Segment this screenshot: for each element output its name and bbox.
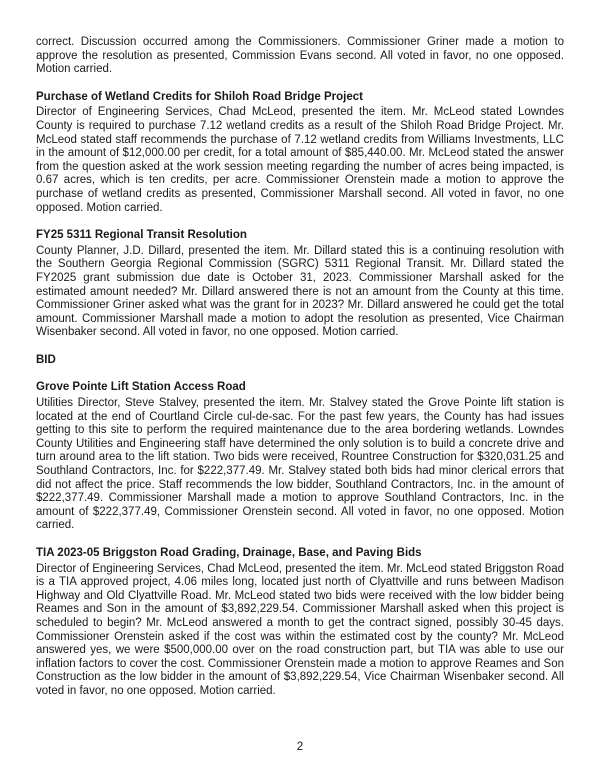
page-number: 2	[296, 741, 304, 754]
section-body-regional-transit: County Planner, J.D. Dillard, presented the item. Mr. Dillard stated this is a continuing resolution with the Southern Georgia Regional Commission (SGRC) 5311 Regional Transit. Mr. Dillard stated the FY2025 grant submission due date is October 31, 2023. Commissioner Marshall asked for the estimated amount needed? Mr. Dillard answered there is not an amount from the County at this time. Commissioner Griner asked what was the grant for in 2023? Mr. Dillard answered he could get the total amount. Commissioner Marshall made a motion to adopt the resolution as presented, Vice Chairman Wisenbaker second. All voted in favor, no one opposed. Motion carried.	[36, 244, 564, 339]
section-body-wetland-credits: Director of Engineering Services, Chad McLeod, presented the item. Mr. McLeod stated Lowndes County is required to purchase 7.12 wetland credits as a result of the Shiloh Road Bridge Project. Mr. McLeod stated staff recommends the purchase of 7.12 wetland credits from Williams Investments, LLC in the amount of $12,000.00 per credit, for a total amount of $85,440.00. Mr. McLeod stated the answer from the question asked at the work session meeting regarding the number of acres being impacted, is 0.67 acres, which is ten credits, per acre. Commissioner Orenstein made a motion to approve the purchase of wetland credits as presented, Commissioner Marshall second. All voted in favor, no one opposed. Motion carried.	[36, 106, 564, 214]
section-heading-regional-transit: FY25 5311 Regional Transit Resolution	[36, 229, 247, 242]
section-heading-wetland-credits: Purchase of Wetland Credits for Shiloh Road Bridge Project	[36, 90, 363, 103]
section-heading-grove-pointe: Grove Pointe Lift Station Access Road	[36, 381, 246, 394]
section-heading-bid: BID	[36, 353, 56, 366]
intro-paragraph: correct. Discussion occurred among the Commissioners. Commissioner Griner made a motion to approve the resolution as presented, Commission Evans second. All voted in favor, no one opposed. Motion carried.	[36, 36, 564, 76]
section-heading-briggston-road: TIA 2023-05 Briggston Road Grading, Drainage, Base, and Paving Bids	[36, 547, 422, 559]
section-body-briggston-road: Director of Engineering Services, Chad McLeod, presented the item. Mr. McLeod stated Briggston Road is a TIA approved project, 4.06 miles long, located just north of Clyattville and runs between Madison Highway and Old Clyattville Road. Mr. McLeod stated two bids were received with the low bidder being Reames and Son in the amount of $3,892,229.54. Commissioner Marshall asked when this project is scheduled to begin? Mr. McLeod answered a month to get the contract signed, possibly 30-45 days. Commissioner Orenstein asked if the cost was within the estimated cost by the county? Mr. McLeod answered yes, we were $500,000.00 over on the road construction part, but TIA was able to use our inflation factors to cover the cost. Commissioner Orenstein made a motion to approve Reames and Son Construction as the low bidder in the amount of $3,892,229.54, Vice Chairman Wisenbaker second. All voted in favor, no one opposed. Motion carried.	[36, 562, 564, 697]
section-body-grove-pointe: Utilities Director, Steve Stalvey, presented the item. Mr. Stalvey stated the Grove Pointe lift station is located at the end of Courtland Circle cul-de-sac. For the past few years, the County has had issues getting to this site to perform the required maintenance due to the area bordering wetlands. Lowndes County Utilities and Engineering staff have determined the only solution is to build a concrete drive and turn around area to the lift station. Two bids were received, Rountree Construction for $320,031.25 and Southland Contractors, Inc. for $222,377.49. Mr. Stalvey stated both bids had minor clerical errors that did not affect the price. Staff recommends the low bidder, Southland Contractors, Inc. in the amount of $222,377.49. Commissioner Marshall made a motion to approve Southland Contractors, Inc. in the amount of $222,377.49, Commissioner Orenstein second. All voted in favor, no one opposed. Motion carried.	[36, 397, 564, 532]
